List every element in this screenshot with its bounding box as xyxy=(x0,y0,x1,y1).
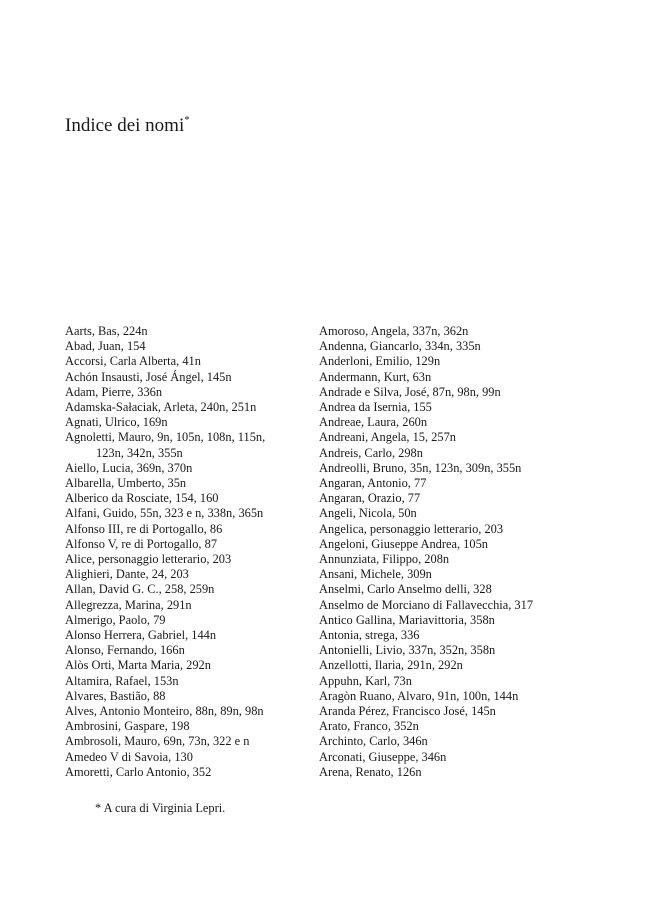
index-entry: Ambrosini, Gaspare, 198 xyxy=(65,719,190,734)
index-entry: Ansani, Michele, 309n xyxy=(319,567,432,582)
index-entry: Altamira, Rafael, 153n xyxy=(65,673,179,688)
index-entry: Alòs Orti, Marta Maria, 292n xyxy=(65,658,211,673)
index-entry: Andermann, Kurt, 63n xyxy=(319,369,432,384)
index-entry: Amoroso, Angela, 337n, 362n xyxy=(319,324,469,338)
index-entry: Anderloni, Emilio, 129n xyxy=(319,354,441,369)
index-entry: Alice, personaggio letterario, 203 xyxy=(65,552,232,567)
index-entry: Adam, Pierre, 336n xyxy=(65,384,163,399)
index-entry: Arena, Renato, 126n xyxy=(319,764,422,779)
index-entry: Alighieri, Dante, 24, 203 xyxy=(65,567,189,582)
index-entry: Allan, David G. C., 258, 259n xyxy=(65,582,215,597)
index-entry: Andreani, Angela, 15, 257n xyxy=(319,430,456,445)
index-entry: Alves, Antonio Monteiro, 88n, 89n, 98n xyxy=(65,704,264,719)
index-entry: Alfani, Guido, 55n, 323 e n, 338n, 365n xyxy=(65,506,264,521)
index-entry: Archinto, Carlo, 346n xyxy=(319,734,428,749)
index-entry: Ambrosoli, Mauro, 69n, 73n, 322 e n xyxy=(65,734,250,749)
index-entry: Andrea da Isernia, 155 xyxy=(319,400,432,415)
index-entry: Anzellotti, Ilaria, 291n, 292n xyxy=(319,658,463,673)
index-entry: Andreolli, Bruno, 35n, 123n, 309n, 355n xyxy=(319,460,522,475)
index-entry: Andreae, Laura, 260n xyxy=(319,415,428,430)
index-entry: Agnoletti, Mauro, 9n, 105n, 108n, 115n, xyxy=(65,430,266,445)
index-entry: Almerigo, Paolo, 79 xyxy=(65,612,166,627)
page-title xyxy=(65,114,190,138)
index-entry: Andreis, Carlo, 298n xyxy=(319,445,423,460)
index-entry: Amoretti, Carlo Antonio, 352 xyxy=(65,764,212,779)
index-entry: Alonso Herrera, Gabriel, 144n xyxy=(65,628,217,643)
index-entry: Antico Gallina, Mariavittoria, 358n xyxy=(319,612,495,627)
index-entry: Angeli, Nicola, 50n xyxy=(319,506,417,521)
index-entry: Abad, Juan, 154 xyxy=(65,339,146,354)
index-entry: Andenna, Giancarlo, 334n, 335n xyxy=(319,339,481,354)
index-entry: Alberico da Rosciate, 154, 160 xyxy=(65,491,219,506)
index-column-left xyxy=(65,324,315,780)
index-entry: Arato, Franco, 352n xyxy=(319,719,419,734)
index-entry: Appuhn, Karl, 73n xyxy=(319,673,412,688)
index-entry: Andrade e Silva, José, 87n, 98n, 99n xyxy=(319,384,501,399)
index-entry: Anselmo de Morciano di Fallavecchia, 317 xyxy=(319,597,534,612)
index-entry: Alvares, Bastião, 88 xyxy=(65,688,166,703)
index-entry: Alonso, Fernando, 166n xyxy=(65,643,185,658)
index-entry: Aranda Pérez, Francisco José, 145n xyxy=(319,704,496,719)
index-entry: Aragòn Ruano, Alvaro, 91n, 100n, 144n xyxy=(319,688,519,703)
index-entry: Angaran, Orazio, 77 xyxy=(319,491,421,506)
index-entry: Amedeo V di Savoia, 130 xyxy=(65,749,193,764)
index-entry-continuation: 123n, 342n, 355n xyxy=(96,445,183,460)
index-entry: Annunziata, Filippo, 208n xyxy=(319,552,450,567)
index-entry: Agnati, Ulrico, 169n xyxy=(65,415,168,430)
index-entry: Aarts, Bas, 224n xyxy=(65,324,148,338)
index-entry: Aiello, Lucia, 369n, 370n xyxy=(65,460,193,475)
footnote: * A cura di Virginia Lepri. xyxy=(95,801,226,815)
page-title-text: Indice dei nomi xyxy=(65,115,185,136)
index-entry: Angeloni, Giuseppe Andrea, 105n xyxy=(319,536,488,551)
index-entry: Alfonso III, re di Portogallo, 86 xyxy=(65,521,223,536)
index-entry: Anselmi, Carlo Anselmo delli, 328 xyxy=(319,582,492,597)
index-column-right xyxy=(319,324,619,780)
index-entry: Adamska-Sałaciak, Arleta, 240n, 251n xyxy=(65,400,257,415)
index-entry: Antonielli, Livio, 337n, 352n, 358n xyxy=(319,643,496,658)
index-entry: Antonia, strega, 336 xyxy=(319,628,420,643)
index-entry: Accorsi, Carla Alberta, 41n xyxy=(65,354,201,369)
index-entry: Albarella, Umberto, 35n xyxy=(65,476,187,491)
index-entry: Angaran, Antonio, 77 xyxy=(319,476,427,491)
footnote-mark: * xyxy=(184,114,190,126)
index-entry: Angelica, personaggio letterario, 203 xyxy=(319,521,504,536)
index-entry: Allegrezza, Marina, 291n xyxy=(65,597,192,612)
index-entry: Alfonso V, re di Portogallo, 87 xyxy=(65,536,218,551)
index-entry: Arconati, Giuseppe, 346n xyxy=(319,749,447,764)
index-entry: Achón Insausti, José Ángel, 145n xyxy=(65,369,232,384)
